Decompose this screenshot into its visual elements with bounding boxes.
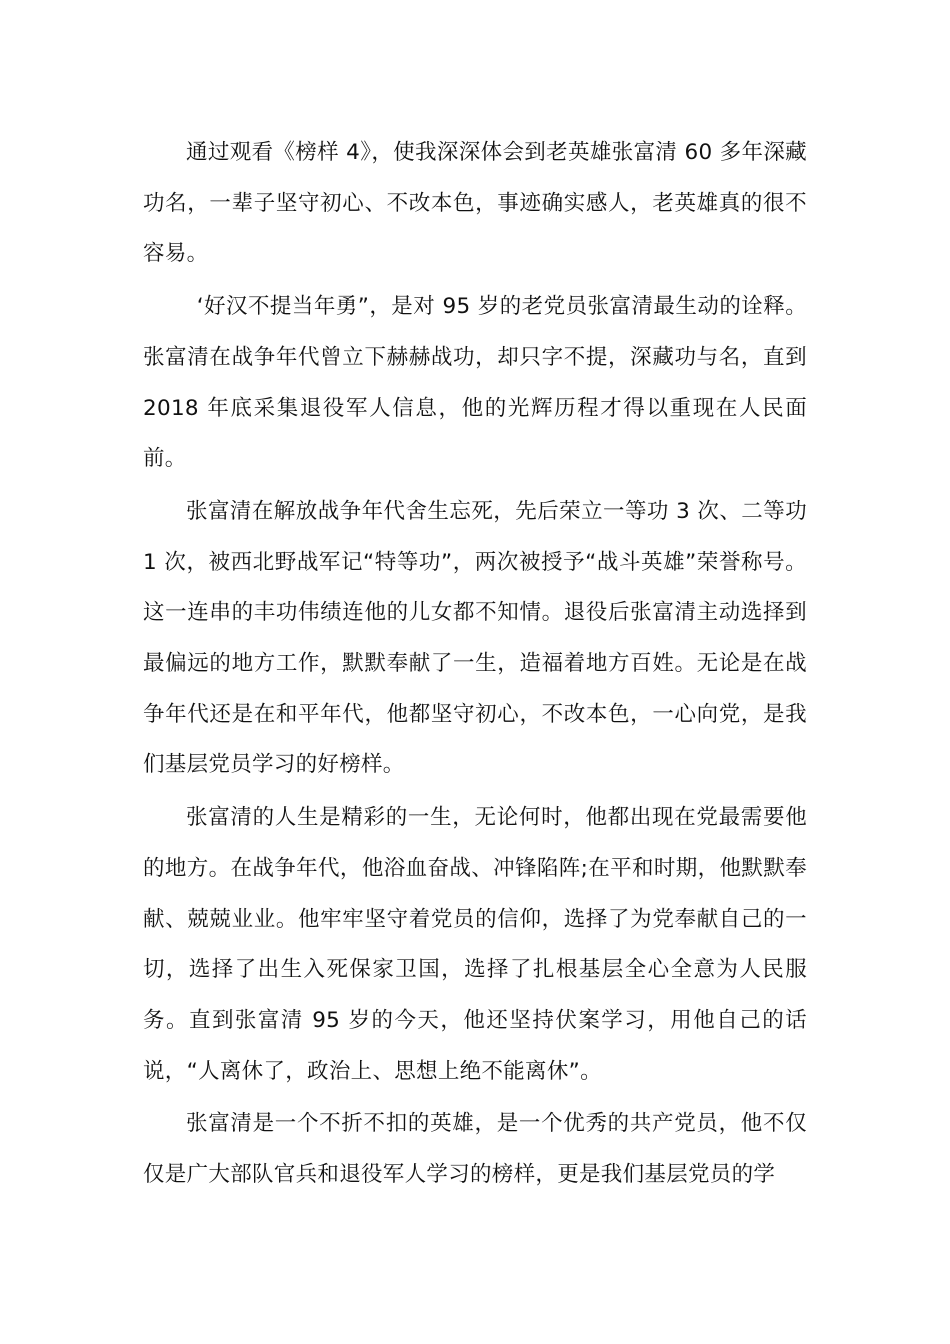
paragraph-4: 张富清的人生是精彩的一生，无论何时，他都出现在党最需要他的地方。在战争年代，他浴血奋战、冲锋陷阵;在平和时期，他默默奉献、兢兢业业。他牢牢坚守着党员的信仰，选择了为党奉献自己的一切，选择了出生入死保家卫国，选择了扎根基层全心全意为人民服务。直到张富清 95 岁的今天，他还坚持伏案学习，用他自己的话说，“人离休了，政治上、思想上绝不能离休”。 xyxy=(143,805,807,1084)
paragraph-1: 通过观看《榜样 4》，使我深深体会到老英雄张富清 60 多年深藏功名，一辈子坚守初心、不改本色，事迹确实感人，老英雄真的很不容易。 xyxy=(143,140,807,267)
document-body xyxy=(143,128,807,1201)
paragraph-3: 张富清在解放战争年代舍生忘死，先后荣立一等功 3 次、二等功 1 次，被西北野战军记“特等功”，两次被授予“战斗英雄”荣誉称号。这一连串的丰功伟绩连他的儿女都不知情。退役后张富清主动选择到最偏远的地方工作，默默奉献了一生，造福着地方百姓。无论是在战争年代还是在和平年代，他都坚守初心，不改本色，一心向党，是我们基层党员学习的好榜样。 xyxy=(143,498,807,778)
paragraph-5: 张富清是一个不折不扣的英雄，是一个优秀的共产党员，他不仅仅是广大部队官兵和退役军人学习的榜样，更是我们基层党员的学 xyxy=(143,1111,807,1188)
paragraph-2: ‘好汉不提当年勇”，是对 95 岁的老党员张富清最生动的诠释。张富清在战争年代曾立下赫赫战功，却只字不提，深藏功与名，直到 2018 年底采集退役军人信息，他的光辉历程才得以重现在人民面前。 xyxy=(143,294,807,472)
